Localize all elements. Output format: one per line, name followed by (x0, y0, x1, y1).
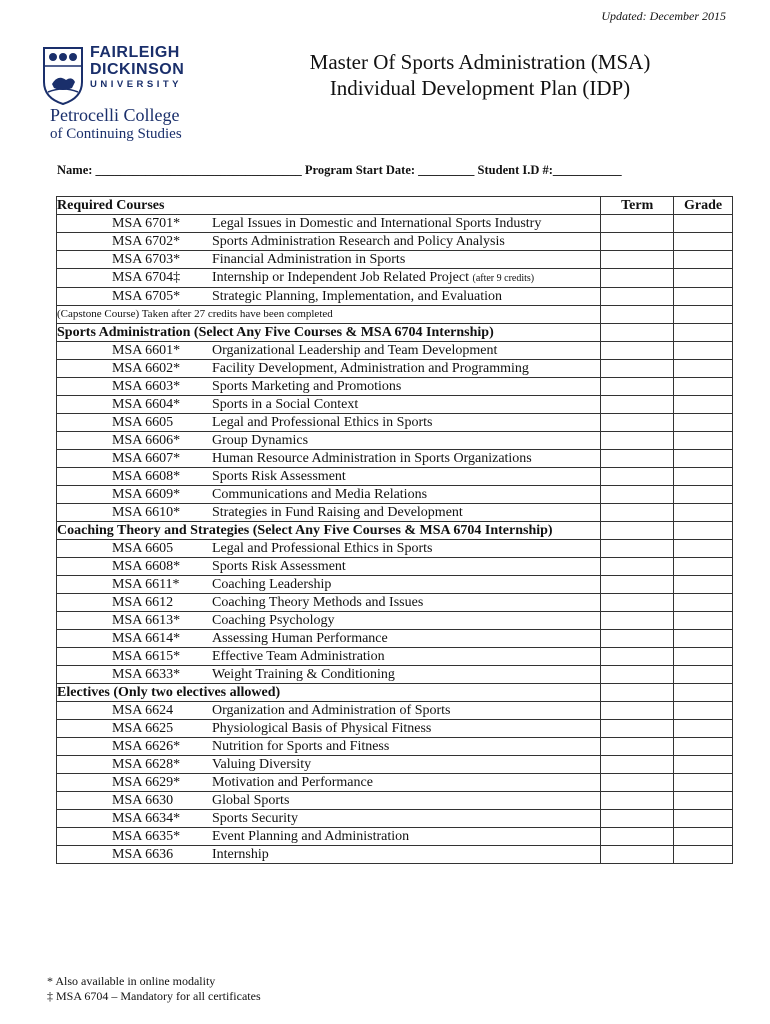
course-cell (57, 215, 601, 233)
term-cell[interactable] (601, 774, 674, 792)
section-heading-sports-admin: Sports Administration (Select Any Five Courses & MSA 6704 Internship) (57, 324, 601, 342)
crest-icon (42, 46, 84, 106)
course-code: MSA 6635* (112, 829, 181, 844)
course-code: MSA 6701* (112, 216, 181, 231)
course-cell (57, 576, 601, 594)
table-row (57, 594, 733, 612)
table-row (57, 396, 733, 414)
section-heading-electives: Electives (Only two electives allowed) (57, 684, 601, 702)
logo-dickinson: DICKINSON (90, 61, 185, 78)
course-cell (57, 648, 601, 666)
table-row (57, 486, 733, 504)
course-title: Weight Training & Conditioning (212, 667, 395, 682)
course-code: MSA 6605 (112, 541, 174, 556)
course-title: Group Dynamics (212, 433, 309, 448)
course-cell (57, 360, 601, 378)
grade-cell[interactable] (674, 846, 733, 864)
term-cell[interactable] (601, 324, 674, 342)
course-cell (57, 269, 601, 288)
term-cell[interactable] (601, 738, 674, 756)
table-row (57, 612, 733, 630)
course-code: MSA 6605 (112, 415, 174, 430)
grade-cell[interactable] (674, 414, 733, 432)
grade-cell[interactable] (674, 648, 733, 666)
table-row (57, 702, 733, 720)
table-row (57, 576, 733, 594)
course-code: MSA 6612 (112, 595, 174, 610)
course-code: MSA 6625 (112, 721, 174, 736)
grade-cell[interactable] (674, 810, 733, 828)
grade-cell[interactable] (674, 774, 733, 792)
grade-column-header: Grade (674, 197, 733, 215)
course-cell (57, 233, 601, 251)
term-cell[interactable] (601, 269, 674, 288)
grade-cell[interactable] (674, 702, 733, 720)
grade-cell[interactable] (674, 396, 733, 414)
term-cell[interactable] (601, 720, 674, 738)
logo-college: Petrocelli College (50, 105, 180, 125)
course-title: Strategies in Fund Raising and Development (212, 505, 463, 520)
course-cell (57, 630, 601, 648)
course-code: MSA 6608* (112, 559, 181, 574)
course-code: MSA 6601* (112, 343, 181, 358)
capstone-note: (Capstone Course) Taken after 27 credits have been completed (57, 306, 601, 324)
term-cell[interactable] (601, 468, 674, 486)
course-code: MSA 6610* (112, 505, 181, 520)
course-plan-body (57, 197, 733, 864)
course-cell (57, 378, 601, 396)
grade-cell[interactable] (674, 360, 733, 378)
term-cell[interactable] (601, 233, 674, 251)
table-row (57, 432, 733, 450)
term-cell[interactable] (601, 522, 674, 540)
grade-cell[interactable] (674, 251, 733, 269)
course-title: Coaching Theory Methods and Issues (212, 595, 424, 610)
student-info-line: Name: _________________________________ Program Start Date: _________ Student I.D #:___________ (57, 163, 622, 177)
course-title: Communications and Media Relations (212, 487, 428, 502)
grade-cell[interactable] (674, 720, 733, 738)
term-cell[interactable] (601, 306, 674, 324)
grade-cell[interactable] (674, 558, 733, 576)
term-cell[interactable] (601, 396, 674, 414)
term-cell[interactable] (601, 828, 674, 846)
grade-cell[interactable] (674, 684, 733, 702)
course-code: MSA 6603* (112, 379, 181, 394)
course-title: Human Resource Administration in Sports Organizations (212, 451, 532, 466)
section-heading-row (57, 522, 733, 540)
course-code: MSA 6705* (112, 289, 181, 304)
grade-cell[interactable] (674, 576, 733, 594)
course-title: Valuing Diversity (212, 757, 312, 772)
grade-cell[interactable] (674, 269, 733, 288)
term-cell[interactable] (601, 504, 674, 522)
table-row (57, 540, 733, 558)
course-code: MSA 6633* (112, 667, 181, 682)
course-title: Event Planning and Administration (212, 829, 410, 844)
section-heading-row (57, 684, 733, 702)
grade-cell[interactable] (674, 288, 733, 306)
grade-cell[interactable] (674, 756, 733, 774)
table-row (57, 846, 733, 864)
title-line-2: Individual Development Plan (IDP) (329, 76, 631, 100)
course-title: Sports Marketing and Promotions (212, 379, 402, 394)
table-row (57, 269, 733, 288)
footnotes (47, 974, 261, 1004)
table-row (57, 414, 733, 432)
course-title: Coaching Psychology (212, 613, 335, 628)
logo-university: UNIVERSITY (90, 79, 183, 90)
table-row (57, 630, 733, 648)
term-cell[interactable] (601, 648, 674, 666)
grade-cell[interactable] (674, 342, 733, 360)
table-row (57, 360, 733, 378)
table-row (57, 378, 733, 396)
course-cell (57, 612, 601, 630)
course-title: Sports Security (212, 811, 298, 826)
course-title: Facility Development, Administration and Programming (212, 361, 529, 376)
course-cell (57, 450, 601, 468)
course-title: Financial Administration in Sports (212, 252, 406, 267)
term-cell[interactable] (601, 702, 674, 720)
course-cell (57, 486, 601, 504)
course-title: Nutrition for Sports and Fitness (212, 739, 390, 754)
table-row (57, 558, 733, 576)
term-cell[interactable] (601, 342, 674, 360)
term-cell[interactable] (601, 360, 674, 378)
course-title: Effective Team Administration (212, 649, 385, 664)
title-line-1: Master Of Sports Administration (MSA) (309, 50, 651, 74)
term-cell[interactable] (601, 540, 674, 558)
grade-cell[interactable] (674, 828, 733, 846)
logo-fairleigh: FAIRLEIGH (90, 44, 180, 61)
course-code: MSA 6628* (112, 757, 181, 772)
capstone-note-row (57, 306, 733, 324)
course-code: MSA 6629* (112, 775, 181, 790)
course-title: Global Sports (212, 793, 290, 808)
grade-cell[interactable] (674, 468, 733, 486)
term-cell[interactable] (601, 630, 674, 648)
grade-cell[interactable] (674, 792, 733, 810)
course-title: Internship (212, 847, 269, 862)
grade-cell[interactable] (674, 215, 733, 233)
course-code: MSA 6630 (112, 793, 174, 808)
table-row (57, 288, 733, 306)
course-cell (57, 792, 601, 810)
course-code: MSA 6602* (112, 361, 181, 376)
table-row (57, 468, 733, 486)
table-row (57, 233, 733, 251)
grade-cell[interactable] (674, 738, 733, 756)
course-title: Motivation and Performance (212, 775, 373, 790)
grade-cell[interactable] (674, 486, 733, 504)
term-cell[interactable] (601, 288, 674, 306)
course-code: MSA 6604* (112, 397, 181, 412)
section-heading-coaching: Coaching Theory and Strategies (Select Any Five Courses & MSA 6704 Internship) (57, 522, 601, 540)
course-cell (57, 774, 601, 792)
course-title: Physiological Basis of Physical Fitness (212, 721, 432, 736)
section-heading-row (57, 324, 733, 342)
term-cell[interactable] (601, 486, 674, 504)
course-cell (57, 540, 601, 558)
term-column-header: Term (601, 197, 674, 215)
course-cell (57, 738, 601, 756)
table-row (57, 792, 733, 810)
grade-cell[interactable] (674, 450, 733, 468)
term-cell[interactable] (601, 414, 674, 432)
table-row (57, 738, 733, 756)
course-code: MSA 6634* (112, 811, 181, 826)
course-cell (57, 468, 601, 486)
course-code: MSA 6607* (112, 451, 181, 466)
course-cell (57, 594, 601, 612)
term-cell[interactable] (601, 810, 674, 828)
course-cell (57, 720, 601, 738)
course-title: Organization and Administration of Sports (212, 703, 451, 718)
table-row (57, 450, 733, 468)
course-code: MSA 6704‡ (112, 270, 181, 285)
grade-cell[interactable] (674, 306, 733, 324)
course-code: MSA 6626* (112, 739, 181, 754)
grade-cell[interactable] (674, 432, 733, 450)
term-cell[interactable] (601, 450, 674, 468)
grade-cell[interactable] (674, 540, 733, 558)
grade-cell[interactable] (674, 594, 733, 612)
course-cell (57, 251, 601, 269)
table-row (57, 720, 733, 738)
course-cell (57, 504, 601, 522)
course-plan-table (56, 196, 733, 864)
term-cell[interactable] (601, 666, 674, 684)
course-cell (57, 666, 601, 684)
course-code: MSA 6609* (112, 487, 181, 502)
table-row (57, 774, 733, 792)
course-cell (57, 702, 601, 720)
term-cell[interactable] (601, 215, 674, 233)
course-code: MSA 6608* (112, 469, 181, 484)
course-cell (57, 828, 601, 846)
course-cell (57, 342, 601, 360)
table-row (57, 810, 733, 828)
course-code: MSA 6703* (112, 252, 181, 267)
course-title: Organizational Leadership and Team Development (212, 343, 498, 358)
course-title: Legal Issues in Domestic and International Sports Industry (212, 216, 542, 231)
term-cell[interactable] (601, 612, 674, 630)
university-logo (42, 44, 222, 144)
table-row (57, 756, 733, 774)
term-cell[interactable] (601, 251, 674, 269)
course-code: MSA 6606* (112, 433, 181, 448)
course-cell (57, 288, 601, 306)
term-cell[interactable] (601, 378, 674, 396)
grade-cell[interactable] (674, 504, 733, 522)
term-cell[interactable] (601, 846, 674, 864)
course-code: MSA 6615* (112, 649, 181, 664)
footnote-online: * Also available in online modality (47, 974, 216, 988)
table-row (57, 828, 733, 846)
table-header-row (57, 197, 733, 215)
grade-cell[interactable] (674, 522, 733, 540)
course-title: Internship or Independent Job Related Project (212, 270, 469, 285)
term-cell[interactable] (601, 594, 674, 612)
course-cell (57, 396, 601, 414)
course-title: Strategic Planning, Implementation, and Evaluation (212, 289, 503, 304)
course-code: MSA 6613* (112, 613, 181, 628)
course-code: MSA 6611* (112, 577, 180, 592)
logo-continuing-studies: of Continuing Studies (50, 126, 182, 142)
course-title: Sports Risk Assessment (212, 559, 346, 574)
table-row (57, 504, 733, 522)
course-code: MSA 6614* (112, 631, 181, 646)
table-row (57, 666, 733, 684)
grade-cell[interactable] (674, 324, 733, 342)
grade-cell[interactable] (674, 666, 733, 684)
course-cell (57, 810, 601, 828)
grade-cell[interactable] (674, 630, 733, 648)
course-title: Sports Risk Assessment (212, 469, 346, 484)
term-cell[interactable] (601, 756, 674, 774)
table-row (57, 251, 733, 269)
grade-cell[interactable] (674, 233, 733, 251)
course-title: Legal and Professional Ethics in Sports (212, 541, 433, 556)
course-title: Legal and Professional Ethics in Sports (212, 415, 433, 430)
document-title (210, 49, 750, 101)
course-cell (57, 558, 601, 576)
term-cell[interactable] (601, 576, 674, 594)
course-code: MSA 6702* (112, 234, 181, 249)
course-title: Sports in a Social Context (212, 397, 359, 412)
course-title: Assessing Human Performance (212, 631, 388, 646)
course-code: MSA 6624 (112, 703, 174, 718)
grade-cell[interactable] (674, 612, 733, 630)
term-cell[interactable] (601, 792, 674, 810)
course-cell (57, 414, 601, 432)
table-row (57, 648, 733, 666)
course-title: Sports Administration Research and Policy Analysis (212, 234, 505, 249)
term-cell[interactable] (601, 684, 674, 702)
course-note: (after 9 credits) (472, 273, 535, 284)
grade-cell[interactable] (674, 378, 733, 396)
course-cell (57, 846, 601, 864)
course-code: MSA 6636 (112, 847, 174, 862)
updated-date: Updated: December 2015 (601, 9, 726, 23)
table-row (57, 342, 733, 360)
table-row (57, 215, 733, 233)
course-cell (57, 432, 601, 450)
footnote-mandatory: ‡ MSA 6704 – Mandatory for all certificates (47, 989, 261, 1003)
term-cell[interactable] (601, 558, 674, 576)
term-cell[interactable] (601, 432, 674, 450)
course-title: Coaching Leadership (212, 577, 332, 592)
section-heading-required: Required Courses (57, 197, 601, 215)
course-cell (57, 756, 601, 774)
